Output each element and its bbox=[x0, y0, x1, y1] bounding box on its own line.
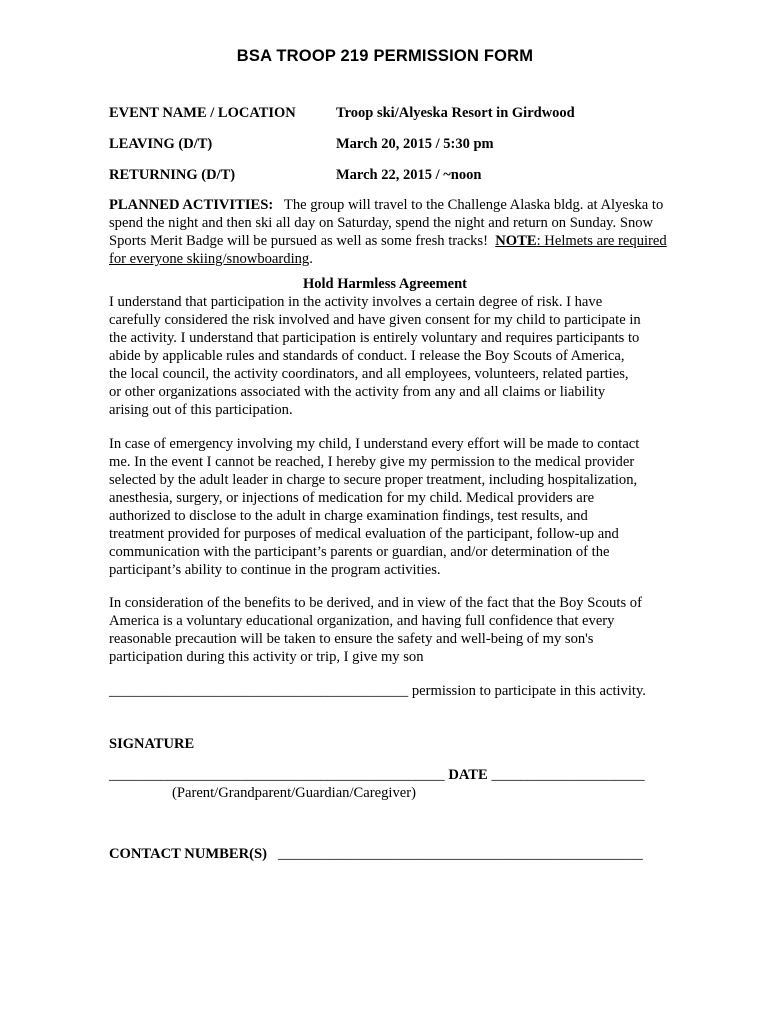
hh-p1-line: arising out of this participation. bbox=[109, 402, 293, 418]
signature-line bbox=[109, 767, 645, 784]
planned-text-1: The group will travel to the Challenge Alaska bldg. at Alyeska to bbox=[283, 197, 664, 213]
hh-p1-line: abide by applicable rules and standards of conduct. I release the Boy Scouts of America, bbox=[109, 348, 625, 364]
contact-line bbox=[109, 846, 643, 863]
emergency-paragraph bbox=[109, 435, 684, 579]
hh-p1-line: the activity. I understand that participation is entirely voluntary and requires participants to bbox=[109, 330, 640, 346]
planned-line-1: PLANNED ACTIVITIES: The group will travel to the Challenge Alaska bldg. at Alyeska to bbox=[109, 197, 664, 213]
note-text-1: : Helmets are required bbox=[536, 233, 667, 249]
signature-caption: (Parent/Grandparent/Guardian/Caregiver) bbox=[172, 785, 416, 801]
consideration-paragraph bbox=[109, 594, 684, 666]
hh-p2-line: selected by the adult leader in charge to secure proper treatment, including hospitalization, bbox=[109, 472, 638, 488]
note-label: NOTE bbox=[495, 233, 537, 249]
date-blank[interactable]: _____________________ bbox=[491, 767, 645, 783]
contact-blank[interactable]: __________________________________________________ bbox=[277, 846, 643, 862]
hold-harmless-paragraph-1 bbox=[109, 293, 684, 419]
hh-p2-line: In case of emergency involving my child, I understand every effort will be made to contact bbox=[109, 436, 640, 452]
returning-value: March 22, 2015 / ~noon bbox=[336, 167, 482, 183]
signature-heading: SIGNATURE bbox=[109, 736, 195, 752]
leaving-value: March 20, 2015 / 5:30 pm bbox=[336, 136, 494, 152]
permission-line bbox=[109, 683, 646, 700]
event-value: Troop ski/Alyeska Resort in Girdwood bbox=[336, 105, 575, 121]
hh-p1-line: or other organizations associated with the activity from any and all claims or liability bbox=[109, 384, 606, 400]
planned-line-3 bbox=[109, 232, 684, 250]
returning-label: RETURNING (D/T) bbox=[109, 167, 236, 183]
permission-text: permission to participate in this activity. bbox=[411, 683, 646, 699]
hh-p2-line: authorized to disclose to the adult in charge examination findings, test results, and bbox=[109, 508, 588, 524]
leaving-label: LEAVING (D/T) bbox=[109, 136, 213, 152]
note-text-2: for everyone skiing/snowboarding bbox=[109, 251, 310, 267]
hh-p1-line: the local council, the activity coordinators, and all employees, volunteers, related parties, bbox=[109, 366, 629, 382]
hh-p2-line: participant’s ability to continue in the program activities. bbox=[109, 562, 441, 578]
signature-blank[interactable]: ______________________________________________ bbox=[109, 767, 445, 783]
planned-activities-paragraph bbox=[109, 196, 684, 268]
planned-activities-label: PLANNED ACTIVITIES bbox=[109, 197, 269, 213]
contact-label: CONTACT NUMBER(S) bbox=[109, 846, 267, 862]
hh-p2-line: treatment provided for purposes of medical evaluation of the participant, follow-up and bbox=[109, 526, 619, 542]
form-title: BSA TROOP 219 PERMISSION FORM bbox=[236, 47, 534, 65]
hold-harmless-heading: Hold Harmless Agreement bbox=[302, 276, 468, 292]
hh-p2-line: communication with the participant’s parents or guardian, and/or determination of the bbox=[109, 544, 610, 560]
hh-p1-line: carefully considered the risk involved and have given consent for my child to participate in bbox=[109, 312, 641, 328]
planned-line-4: for everyone skiing/snowboarding. bbox=[109, 251, 313, 267]
hh-p1-line: I understand that participation in the activity involves a certain degree of risk. I have bbox=[109, 294, 603, 310]
date-label: DATE bbox=[448, 767, 488, 783]
event-label: EVENT NAME / LOCATION bbox=[109, 105, 296, 121]
hh-p3-line: reasonable precaution will be taken to ensure the safety and well-being of my son's bbox=[109, 631, 594, 647]
hh-p3-line: participation during this activity or trip, I give my son bbox=[109, 649, 424, 665]
hh-p2-line: anesthesia, surgery, or injections of medication for my child. Medical providers are bbox=[109, 490, 595, 506]
planned-text-3: Sports Merit Badge will be pursued as well as some fresh tracks! bbox=[109, 233, 488, 249]
planned-line-2: spend the night and then ski all day on Saturday, spend the night and return on Sunday. Snow bbox=[109, 215, 654, 231]
hh-p3-line: America is a voluntary educational organization, and having full confidence that every bbox=[109, 613, 615, 629]
hh-p3-line: In consideration of the benefits to be derived, and in view of the fact that the Boy Scouts of bbox=[109, 595, 642, 611]
hh-p2-line: me. In the event I cannot be reached, I hereby give my permission to the medical provider bbox=[109, 454, 635, 470]
son-name-blank[interactable]: _________________________________________ bbox=[109, 683, 409, 699]
